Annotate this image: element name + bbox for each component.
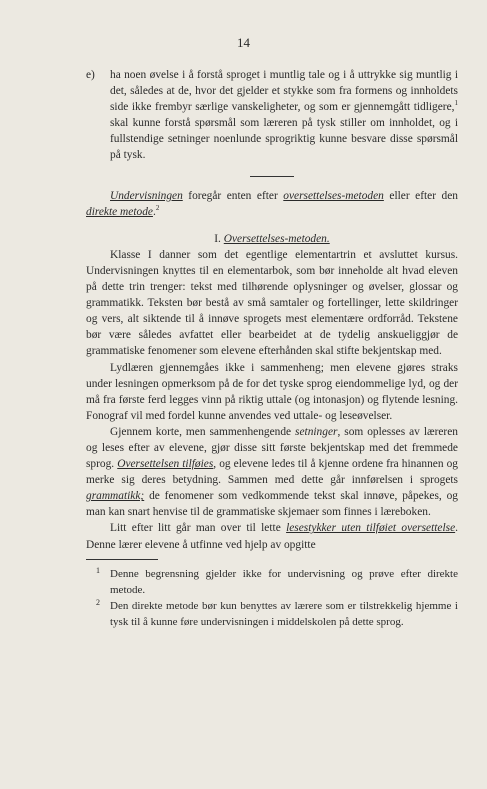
term-direkte-metode: direkte metode — [86, 205, 153, 218]
footnote-1 — [86, 566, 458, 598]
term-undervisningen: Undervisningen — [110, 189, 183, 202]
methods-paragraph — [86, 188, 458, 220]
section-heading — [86, 231, 458, 247]
section-title: Oversettelses-metoden. — [223, 232, 330, 245]
paragraph-3 — [86, 424, 458, 521]
p4-text-a: Litt efter litt går man over til lette — [110, 522, 287, 535]
footnote-text: Den direkte metode bør kun benyttes av lærere som er tilstrekkelig hjemme i tysk til å kunne føre undervisningen i middelskolen på dette sprog. — [110, 599, 458, 628]
paragraph-1: Klasse I danner som det egentlige elementartrin et avsluttet kursus. Undervisningen knyttes til en elementarbok, som bør inneholde alt hvad eleven på dette trin trenger: tekst med tilhørende oplysninger og øvelser, glossar og grammatikk. Teksten bør bestå av små samtaler og fortellinger, lette skildringer og vers, alt siktende til å innøve sprogets mest elementære ordforråd. Tekstene bør være således avfattet eller bearbeidet at de tydelig anskueliggjør de grammatiske fenomener som elevene efterhånden skal stifte bekjentskap med. — [86, 248, 458, 358]
term-oversettelsen-tilfoies: Oversettelsen tilføies — [117, 458, 214, 471]
term-lesestykker: lesestykker uten tilføiet oversettelse — [286, 522, 456, 535]
section-number: I. — [214, 232, 221, 245]
term-setninger: setninger — [295, 425, 338, 438]
methods-text-2: eller efter den — [383, 189, 458, 202]
methods-text-3: . — [152, 205, 156, 218]
footnote-mark: 1 — [96, 565, 100, 575]
term-grammatikk: grammatikk; — [86, 490, 145, 503]
footnote-2 — [86, 598, 458, 630]
paragraph-2: Lydlæren gjennemgåes ikke i sammenheng; men elevene gjøres straks under lesningen opmerksom på de for det tyske sprog eiendommelige lyd, og der må fra første ferd legges vinn på riktig uttale (og intonasjon) og flytende lesning. Fonograf vil med fordel kunne anvendes ved uttale- og leseøvelser. — [86, 361, 458, 422]
item-e-text-cont: skal kunne forstå spørsmål som læreren på tysk stiller om innholdet, og i fullstendige setninger noenlunde sprogriktig kunne besvare disse spørsmål på tysk. — [110, 117, 458, 162]
footnote-mark: 2 — [96, 597, 100, 607]
p3-text-g: de fenomener som vedkommende tekst skal innøve, påpekes, og man kan snart henvise til de grammatiske skjemaer som finnes i læreboken. — [86, 490, 458, 519]
paragraph-4 — [86, 520, 458, 552]
term-oversettelses-metoden: oversettelses-metoden — [283, 189, 384, 202]
p3-text-e: , og elevene ledes til å kjenne ordene fra hinannen og merke sig deres betydning. Sammen med dette går innførelsen i sprogets — [86, 458, 458, 487]
p3-text-a: Gjennem korte, men sammenhengende — [110, 425, 296, 438]
item-e-text: ha noen øvelse i å forstå sproget i muntlig tale og i å uttrykke sig muntlig i det, således at de, hvor det gjelder et stykke som fra formens og innholdets side ikke frembyr særlige vanskeligheter, og som er gjennemgått tidligere, — [110, 69, 458, 114]
list-item-letter: e) — [86, 69, 95, 81]
p4-text-c: . Denne lærer elevene å utfinne ved hjelp av opgitte — [86, 522, 458, 551]
list-item-e — [86, 67, 458, 164]
methods-text-1: foregår enten efter — [182, 189, 284, 202]
footnote-rule — [86, 559, 158, 560]
body-text — [86, 67, 458, 630]
page-number: 14 — [237, 35, 250, 50]
p3-text-c: , som oplesses av læreren og leses efter av elevene, gjør disse sitt første bekjentskap med det fremmede sprog. — [86, 425, 458, 471]
footnote-text: Denne begrensning gjelder ikke for undervisning og prøve efter direkte metode. — [110, 567, 458, 596]
separator-rule — [250, 176, 294, 177]
footnote-ref-2: 2 — [155, 203, 160, 212]
footnote-ref-1: 1 — [454, 99, 458, 108]
